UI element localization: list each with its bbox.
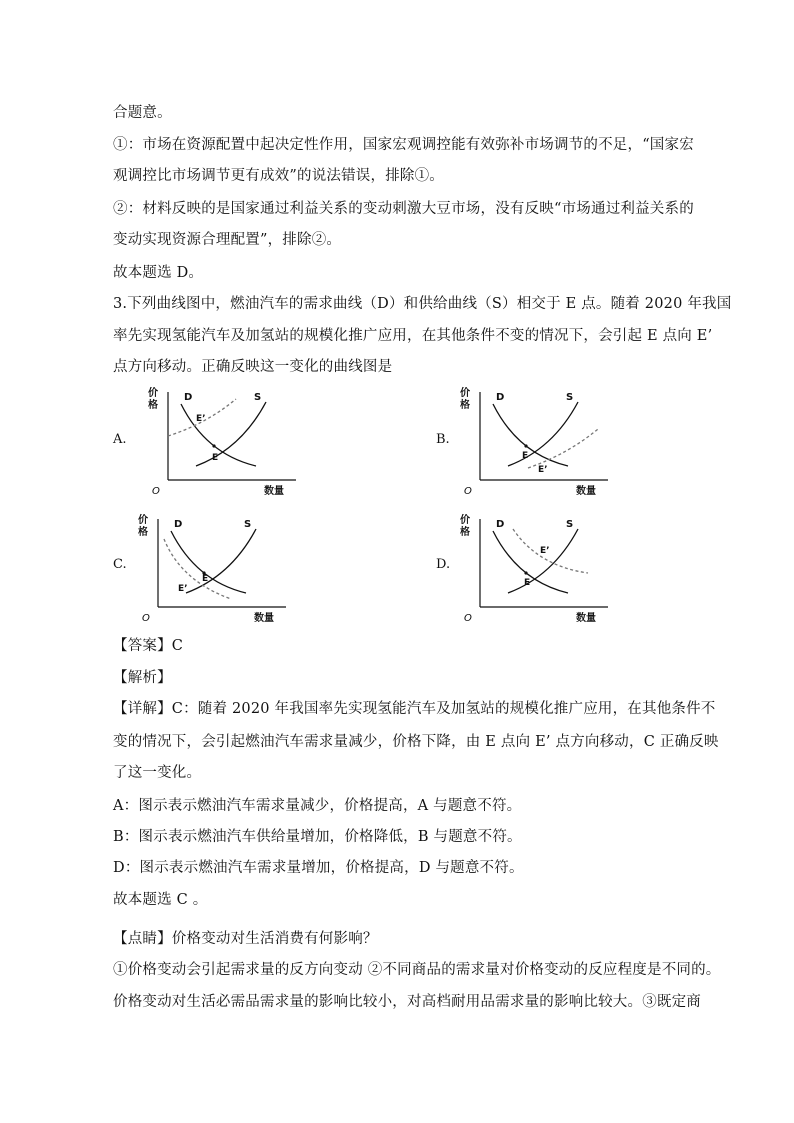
text-line: 价格变动对生活必需品需求量的影响比较小，对高档耐用品需求量的影响比较大。③既定商 xyxy=(113,994,701,1010)
point-e-prime-label: E’ xyxy=(540,546,550,556)
shifted-curve xyxy=(528,429,598,468)
text-line: 变动实现资源合理配置”，排除②。 xyxy=(113,232,342,248)
text-line: 3.下列曲线图中，燃油汽车的需求曲线（D）和供给曲线（S）相交于 E 点。随着 2020 年我国 xyxy=(113,296,732,312)
x-axis-label: 数量 xyxy=(254,613,274,624)
y-axis-label: 价 xyxy=(148,388,158,399)
y-axis-label: 格 xyxy=(460,527,470,538)
point-e-label: E xyxy=(202,574,209,584)
text-line: 率先实现氢能汽车及加氢站的规模化推广应用，在其他条件不变的情况下，会引起 E 点向 E’ xyxy=(113,328,713,344)
text-line: ②：材料反映的是国家通过利益关系的变动刺激大豆市场，没有反映“市场通过利益关系的 xyxy=(113,201,694,217)
tip-heading: 【点睛】价格变动对生活消费有何影响？ xyxy=(113,931,378,947)
origin-label: O xyxy=(464,613,472,624)
text-line: 故本题选 C 。 xyxy=(113,892,208,908)
graph-c xyxy=(136,511,296,631)
option-c-label: C. xyxy=(113,557,127,572)
demand-label: D xyxy=(174,519,183,530)
point-e-prime-label: E’ xyxy=(196,414,206,424)
point-e-label: E xyxy=(524,578,531,588)
text-line: 了这一变化。 xyxy=(113,765,202,781)
option-b-label: B. xyxy=(436,432,450,447)
graph-b xyxy=(458,384,618,504)
demand-label: D xyxy=(184,392,193,403)
point-e-label: E xyxy=(522,451,529,461)
point-e-prime-label: E’ xyxy=(538,465,548,475)
demand-label: D xyxy=(496,519,505,530)
text-line: B：图示表示燃油汽车供给量增加，价格降低，B 与题意不符。 xyxy=(113,829,522,845)
text-line: 点方向移动。正确反映这一变化的曲线图是 xyxy=(113,359,393,375)
origin-label: O xyxy=(464,486,472,497)
y-axis-label: 价 xyxy=(138,515,148,526)
y-axis-label: 格 xyxy=(148,400,158,411)
point-e-label: E xyxy=(212,453,219,463)
point-e xyxy=(212,444,215,447)
text-line: ①：市场在资源配置中起决定性作用，国家宏观调控能有效弥补市场调节的不足，“国家宏 xyxy=(113,137,694,153)
point-e-prime-label: E’ xyxy=(178,584,188,594)
graph-d xyxy=(458,511,618,631)
option-d-label: D. xyxy=(436,557,451,572)
option-a-label: A. xyxy=(113,432,127,447)
supply-label: S xyxy=(566,519,574,530)
text-line: 故本题选 D。 xyxy=(113,265,204,281)
text-line: 合题意。 xyxy=(113,105,172,121)
x-axis-label: 数量 xyxy=(576,613,596,624)
text-line: 观调控比市场调节更有成效”的说法错误，排除①。 xyxy=(113,168,445,184)
text-line: A：图示表示燃油汽车需求量减少，价格提高，A 与题意不符。 xyxy=(113,798,522,814)
analysis-heading: 【解析】 xyxy=(113,670,172,686)
y-axis-label: 价 xyxy=(460,515,470,526)
origin-label: O xyxy=(152,486,160,497)
x-axis-label: 数量 xyxy=(576,486,596,497)
point-e xyxy=(524,444,527,447)
text-line: 【详解】C：随着 2020 年我国率先实现氢能汽车及加氢站的规模化推广应用，在其他条件不 xyxy=(113,701,716,717)
demand-curve xyxy=(493,531,568,593)
supply-label: S xyxy=(244,519,252,530)
graph-a xyxy=(146,384,306,504)
demand-curve xyxy=(181,404,256,466)
y-axis-label: 格 xyxy=(460,400,470,411)
demand-curve xyxy=(493,404,568,466)
supply-label: S xyxy=(566,392,574,403)
origin-label: O xyxy=(142,613,150,624)
y-axis-label: 格 xyxy=(138,527,148,538)
point-e xyxy=(524,571,527,574)
text-line: ①价格变动会引起需求量的反方向变动 ②不同商品的需求量对价格变动的反应程度是不同的。 xyxy=(113,962,721,978)
answer-line: 【答案】C xyxy=(113,638,184,654)
demand-label: D xyxy=(496,392,505,403)
y-axis-label: 价 xyxy=(460,388,470,399)
text-line: 变的情况下，会引起燃油汽车需求量减少，价格下降，由 E 点向 E’ 点方向移动，C 正确反映 xyxy=(113,734,719,750)
x-axis-label: 数量 xyxy=(264,486,284,497)
text-line: D：图示表示燃油汽车需求量增加，价格提高，D 与题意不符。 xyxy=(113,860,524,876)
supply-label: S xyxy=(254,392,262,403)
shifted-curve xyxy=(164,539,231,599)
